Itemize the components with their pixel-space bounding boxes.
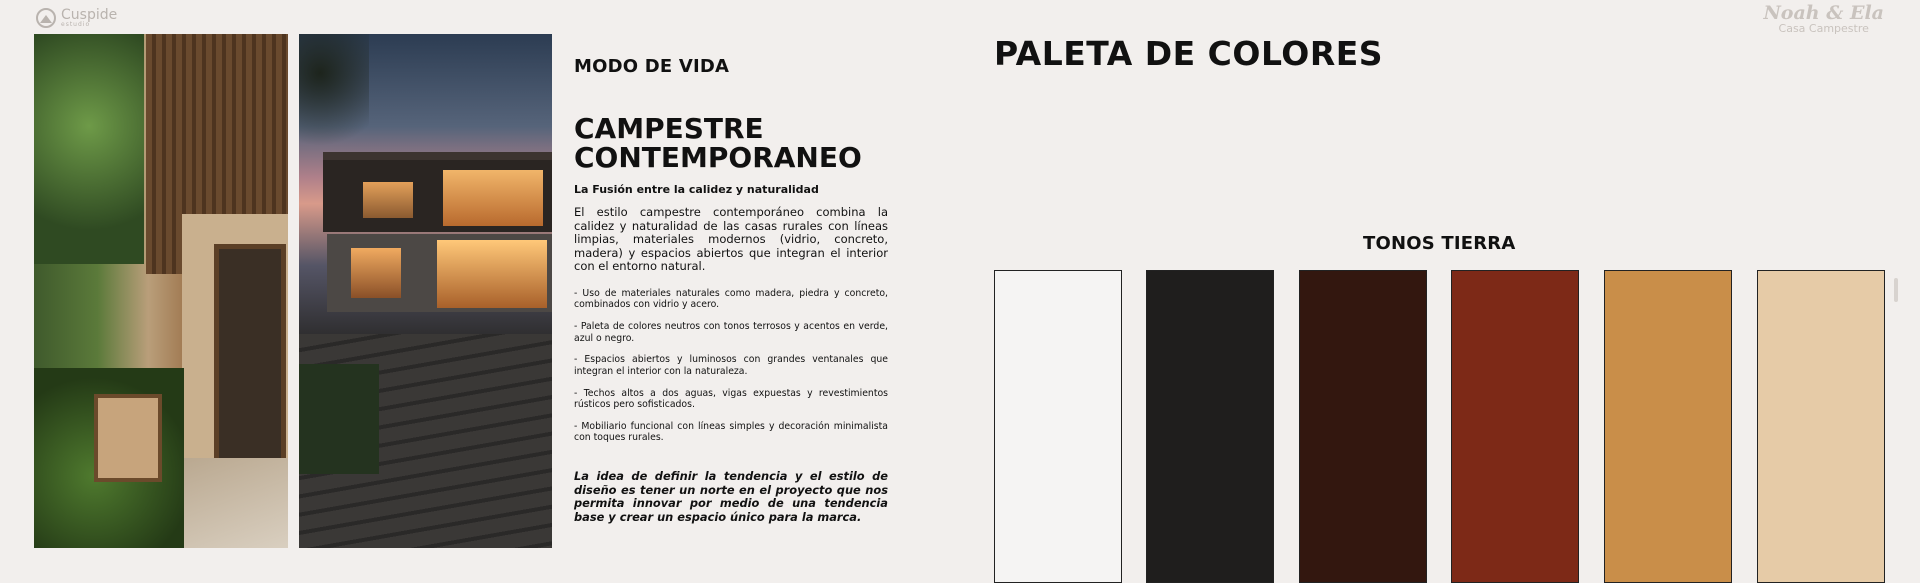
upper-window-right (443, 170, 543, 226)
palette-subhead: TONOS TIERRA (1363, 233, 1516, 254)
bullet-item: - Techos altos a dos aguas, vigas expuestas y revestimientos rústicos pero sofisticados. (574, 387, 888, 411)
house-photo (299, 34, 552, 548)
logo-left-sub: estudio (61, 21, 91, 28)
mountain-logo-icon (36, 8, 56, 28)
palette-title: PALETA DE COLORES (994, 34, 1384, 73)
lifestyle-title-line1: CAMPESTRE (574, 112, 764, 145)
house-upper-floor (323, 152, 552, 232)
lawn (299, 364, 379, 474)
swatch-5 (1604, 270, 1732, 583)
lifestyle-title-line2: CONTEMPORANEO (574, 141, 862, 174)
bullet-item: - Espacios abiertos y luminosos con grandes ventanales que integran el interior con la naturaleza. (574, 354, 888, 377)
bullet-item: - Paleta de colores neutros con tonos terrosos y acentos en verde, azul o negro. (574, 321, 888, 344)
bullet-item: - Mobiliario funcional con líneas simples y decoración minimalista con toques rurales. (574, 420, 888, 444)
brand-logo-left (36, 8, 117, 28)
bullet-item: - Uso de materiales naturales como madera, piedra y concreto, combinados con vidrio y acero. (574, 288, 888, 311)
swatch-2 (1146, 270, 1274, 583)
lower-window-left (351, 248, 401, 298)
lifestyle-tagline: La Fusión entre la calidez y naturalidad (574, 183, 819, 196)
upper-window-left (363, 182, 413, 218)
brand-logo-right (1763, 3, 1884, 34)
swatch-3 (1299, 270, 1427, 583)
logo-right-sub: Casa Campestre (1778, 22, 1869, 35)
garden-tree (34, 34, 144, 264)
logo-left-name: Cuspide (61, 7, 118, 23)
logo-right-brand: Noah & Ela (1763, 2, 1884, 24)
garden-photo (34, 34, 288, 548)
swatch-6 (1757, 270, 1885, 583)
section-eyebrow: MODO DE VIDA (574, 56, 730, 77)
lifestyle-bullets (574, 288, 888, 454)
scroll-indicator[interactable] (1894, 278, 1898, 302)
house-lower-floor (327, 234, 552, 312)
lifestyle-intro: El estilo campestre contemporáneo combina la calidez y naturalidad de las casas rurales con líneas limpias, materiales modernos (vidrio, concreto, madera) y espacios abiertos que integran el interior con el entorno natural. (574, 205, 888, 274)
lifestyle-closing: La idea de definir la tendencia y el estilo de diseño es tener un norte en el proyecto que nos permita innovar por medio de una tendencia base y crear un espacio único para la marca. (574, 469, 888, 524)
swatch-4 (1451, 270, 1579, 583)
lifestyle-title (574, 114, 904, 172)
glass-door (214, 244, 286, 484)
swatch-1 (994, 270, 1122, 583)
lower-window-right (437, 240, 547, 308)
outdoor-chair (94, 394, 162, 482)
tree-leaves (299, 34, 369, 164)
